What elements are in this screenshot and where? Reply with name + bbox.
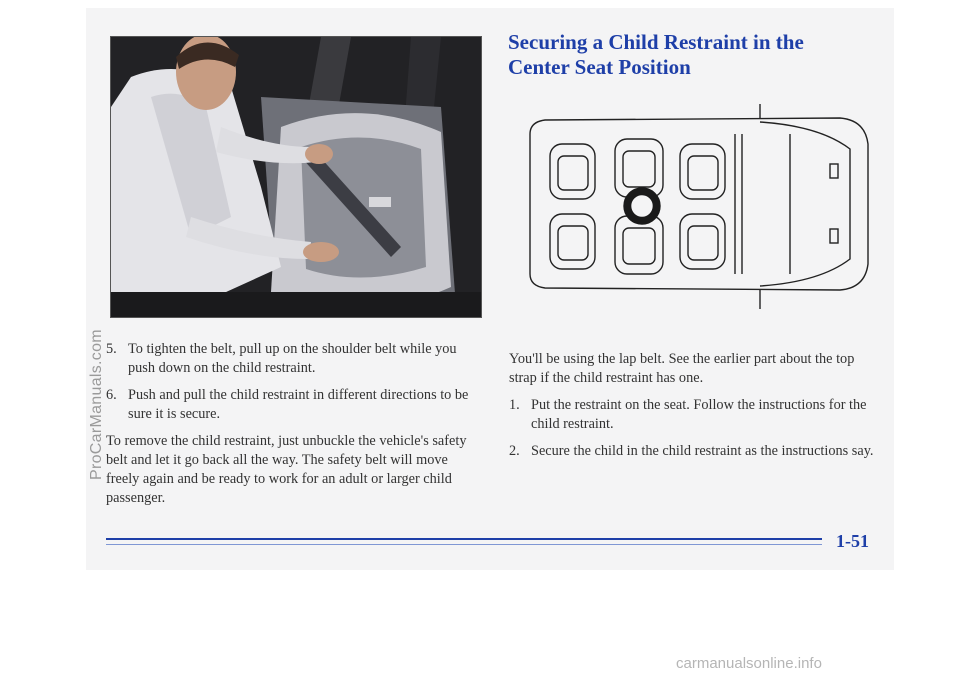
page-number: 1-51 bbox=[836, 531, 869, 551]
step-text: Secure the child in the child restraint as the instructions say. bbox=[531, 443, 874, 459]
step-number: 6. bbox=[106, 387, 117, 403]
bottom-watermark: carmanualsonline.info bbox=[676, 655, 822, 672]
step-text: To tighten the belt, pull up on the shoulder belt while you push down on the child restraint. bbox=[128, 341, 457, 376]
step-item bbox=[106, 386, 484, 424]
side-watermark: ProCarManuals.com bbox=[88, 329, 105, 480]
removal-paragraph: To remove the child restraint, just unbuckle the vehicle's safety belt and let it go back all the way. The safety belt will move freely again and be ready to work for an adult or larger child passenger. bbox=[106, 433, 467, 506]
section-heading: Securing a Child Restraint in the Center Seat Position bbox=[508, 30, 804, 79]
step-item bbox=[509, 396, 879, 434]
left-text-column bbox=[106, 340, 484, 516]
step-number: 2. bbox=[509, 443, 520, 459]
step-text: Push and pull the child restraint in different directions to be sure it is secure. bbox=[128, 387, 469, 422]
step-number: 5. bbox=[106, 341, 117, 357]
child-seat-installation-photo bbox=[110, 36, 482, 318]
step-item bbox=[106, 340, 484, 378]
right-text-column bbox=[509, 350, 879, 469]
step-text: Put the restraint on the seat. Follow the instructions for the child restraint. bbox=[531, 397, 867, 432]
footer-rule bbox=[106, 538, 822, 540]
footer-rule-thin bbox=[106, 544, 822, 545]
intro-paragraph: You'll be using the lap belt. See the earlier part about the top strap if the child restraint has one. bbox=[509, 351, 855, 386]
step-item bbox=[509, 442, 879, 461]
van-seating-diagram bbox=[520, 104, 880, 314]
step-number: 1. bbox=[509, 397, 520, 413]
